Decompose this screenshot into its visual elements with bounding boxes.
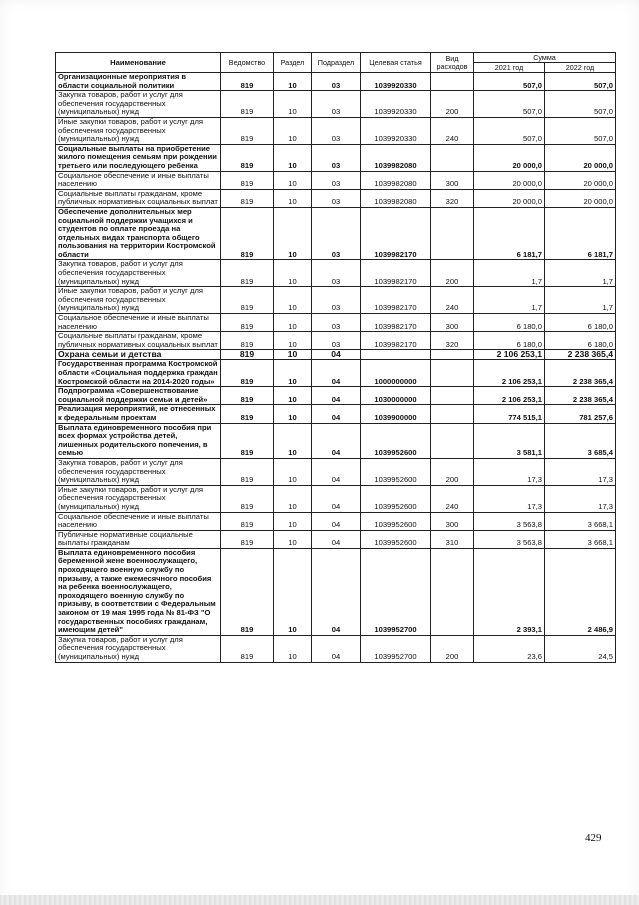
row-sum-2021: 507,0: [474, 91, 545, 118]
header-razdel: Раздел: [274, 53, 312, 73]
row-name: Социальное обеспечение и иные выплаты населению: [56, 171, 221, 189]
row-celevaya: 1039952600: [361, 458, 431, 485]
row-razdel: 10: [274, 91, 312, 118]
row-vedomstvo: 819: [221, 314, 274, 332]
row-podrazdel: 04: [312, 548, 361, 635]
table-row: [56, 635, 616, 662]
row-name: Социальные выплаты гражданам, кроме публичных нормативных социальных выплат: [56, 332, 221, 350]
row-name: Социальные выплаты на приобретение жилого помещения семьям при рождении третьего или последующего ребенка: [56, 144, 221, 171]
table-body: [56, 73, 616, 663]
row-sum-2021: 2 106 253,1: [474, 350, 545, 360]
row-sum-2021: 3 563,8: [474, 530, 545, 548]
row-vedomstvo: 819: [221, 189, 274, 207]
table-row: [56, 548, 616, 635]
header-2021: 2021 год: [474, 63, 545, 73]
row-celevaya: 1039982170: [361, 207, 431, 260]
row-sum-2022: 2 238 365,4: [545, 360, 616, 387]
row-vedomstvo: 819: [221, 171, 274, 189]
header-vid: Вид расходов: [431, 53, 474, 73]
row-sum-2022: 17,3: [545, 458, 616, 485]
table-row: [56, 189, 616, 207]
row-sum-2022: 17,3: [545, 485, 616, 512]
row-vedomstvo: 819: [221, 350, 274, 360]
row-vedomstvo: 819: [221, 387, 274, 405]
row-razdel: 10: [274, 530, 312, 548]
row-sum-2022: 3 668,1: [545, 530, 616, 548]
row-vedomstvo: 819: [221, 512, 274, 530]
row-vedomstvo: 819: [221, 458, 274, 485]
row-sum-2021: 507,0: [474, 73, 545, 91]
row-vid: 240: [431, 117, 474, 144]
row-celevaya: 1039982080: [361, 171, 431, 189]
row-name: Обеспечение дополнительных мер социальной поддержки учащихся и студентов по оплате проезда на отдельных видах транспорта общего пользования на территории Костромской области: [56, 207, 221, 260]
header-celevaya: Целевая статья: [361, 53, 431, 73]
row-podrazdel: 03: [312, 73, 361, 91]
row-sum-2021: 2 393,1: [474, 548, 545, 635]
row-sum-2021: 2 106 253,1: [474, 387, 545, 405]
row-podrazdel: 03: [312, 287, 361, 314]
row-sum-2022: 24,5: [545, 635, 616, 662]
table-row: [56, 314, 616, 332]
row-celevaya: 1039982170: [361, 332, 431, 350]
header-summa: Сумма: [474, 53, 616, 63]
row-razdel: 10: [274, 548, 312, 635]
row-vedomstvo: 819: [221, 207, 274, 260]
row-razdel: 10: [274, 405, 312, 423]
row-vid: [431, 405, 474, 423]
row-name: Социальное обеспечение и иные выплаты населению: [56, 314, 221, 332]
row-sum-2021: 20 000,0: [474, 171, 545, 189]
row-sum-2022: 507,0: [545, 73, 616, 91]
row-podrazdel: 04: [312, 360, 361, 387]
row-name: Подпрограмма «Совершенствование социальной поддержки семьи и детей»: [56, 387, 221, 405]
row-sum-2022: 1,7: [545, 287, 616, 314]
row-sum-2022: 6 180,0: [545, 332, 616, 350]
row-razdel: 10: [274, 635, 312, 662]
page-number: 429: [585, 832, 602, 844]
row-celevaya: 1039952600: [361, 530, 431, 548]
row-name: Закупка товаров, работ и услуг для обеспечения государственных (муниципальных) нужд: [56, 91, 221, 118]
row-vedomstvo: 819: [221, 485, 274, 512]
row-razdel: 10: [274, 171, 312, 189]
row-razdel: 10: [274, 512, 312, 530]
row-sum-2022: 3 685,4: [545, 423, 616, 458]
row-sum-2021: 6 180,0: [474, 314, 545, 332]
row-celevaya: 1039952600: [361, 423, 431, 458]
row-celevaya: 1039982170: [361, 314, 431, 332]
row-vedomstvo: 819: [221, 287, 274, 314]
row-razdel: 10: [274, 332, 312, 350]
table-row: [56, 207, 616, 260]
row-podrazdel: 04: [312, 350, 361, 360]
row-razdel: 10: [274, 458, 312, 485]
table-row: [56, 350, 616, 360]
row-vid: [431, 144, 474, 171]
row-razdel: 10: [274, 350, 312, 360]
row-sum-2021: 3 563,8: [474, 512, 545, 530]
row-name: Государственная программа Костромской области «Социальная поддержка граждан Костромской области на 2014-2020 годы»: [56, 360, 221, 387]
row-sum-2022: 507,0: [545, 91, 616, 118]
row-celevaya: 1039952600: [361, 485, 431, 512]
row-sum-2022: 20 000,0: [545, 189, 616, 207]
row-vid: 200: [431, 635, 474, 662]
row-podrazdel: 04: [312, 458, 361, 485]
row-podrazdel: 04: [312, 512, 361, 530]
row-vid: 200: [431, 458, 474, 485]
row-razdel: 10: [274, 189, 312, 207]
row-vedomstvo: 819: [221, 405, 274, 423]
header-2022: 2022 год: [545, 63, 616, 73]
row-name: Организационные мероприятия в области социальной политики: [56, 73, 221, 91]
row-razdel: 10: [274, 207, 312, 260]
row-razdel: 10: [274, 287, 312, 314]
row-vid: 320: [431, 189, 474, 207]
row-vid: [431, 387, 474, 405]
table-row: [56, 91, 616, 118]
table-row: [56, 260, 616, 287]
row-podrazdel: 04: [312, 635, 361, 662]
row-sum-2021: 507,0: [474, 117, 545, 144]
row-sum-2021: 17,3: [474, 458, 545, 485]
row-sum-2022: 20 000,0: [545, 171, 616, 189]
row-sum-2021: 23,6: [474, 635, 545, 662]
row-vedomstvo: 819: [221, 91, 274, 118]
row-celevaya: [361, 350, 431, 360]
row-podrazdel: 03: [312, 91, 361, 118]
table-row: [56, 332, 616, 350]
row-podrazdel: 03: [312, 171, 361, 189]
row-celevaya: 1000000000: [361, 360, 431, 387]
row-sum-2022: 6 180,0: [545, 314, 616, 332]
row-razdel: 10: [274, 73, 312, 91]
row-podrazdel: 04: [312, 405, 361, 423]
row-name: Выплата единовременного пособия беременной жене военнослужащего, проходящего военную службу по призыву, а также ежемесячного пособия на ребенка военнослужащего, проходящего военную службу по призыву, в соответствии с Федеральным законом от 19 мая 1995 года № 81-ФЗ "О государственных пособиях гражданам, имеющим детей": [56, 548, 221, 635]
row-celevaya: 1039982080: [361, 189, 431, 207]
row-razdel: 10: [274, 387, 312, 405]
row-sum-2022: 6 181,7: [545, 207, 616, 260]
row-celevaya: 1039900000: [361, 405, 431, 423]
row-sum-2022: 781 257,6: [545, 405, 616, 423]
table-row: [56, 423, 616, 458]
row-vid: 300: [431, 171, 474, 189]
table-row: [56, 405, 616, 423]
header-name: Наименование: [56, 53, 221, 73]
row-celevaya: 1039952700: [361, 635, 431, 662]
row-vid: 300: [431, 512, 474, 530]
row-sum-2021: 6 180,0: [474, 332, 545, 350]
row-celevaya: 1039952700: [361, 548, 431, 635]
row-razdel: 10: [274, 360, 312, 387]
row-sum-2022: 2 486,9: [545, 548, 616, 635]
table-row: [56, 360, 616, 387]
row-podrazdel: 03: [312, 314, 361, 332]
row-vedomstvo: 819: [221, 260, 274, 287]
row-vid: 200: [431, 260, 474, 287]
header-vedomstvo: Ведомство: [221, 53, 274, 73]
row-name: Социальные выплаты гражданам, кроме публичных нормативных социальных выплат: [56, 189, 221, 207]
table-row: [56, 512, 616, 530]
row-razdel: 10: [274, 485, 312, 512]
row-vid: 240: [431, 287, 474, 314]
row-name: Иные закупки товаров, работ и услуг для обеспечения государственных (муниципальных) нужд: [56, 287, 221, 314]
row-vid: [431, 350, 474, 360]
table-row: [56, 117, 616, 144]
row-razdel: 10: [274, 144, 312, 171]
row-razdel: 10: [274, 260, 312, 287]
header-podrazdel: Подраздел: [312, 53, 361, 73]
row-vid: [431, 207, 474, 260]
row-podrazdel: 03: [312, 189, 361, 207]
row-vedomstvo: 819: [221, 635, 274, 662]
row-vid: 300: [431, 314, 474, 332]
table-row: [56, 485, 616, 512]
row-vid: 240: [431, 485, 474, 512]
row-vid: [431, 73, 474, 91]
row-sum-2022: 2 238 365,4: [545, 350, 616, 360]
row-podrazdel: 04: [312, 485, 361, 512]
row-celevaya: 1039920330: [361, 73, 431, 91]
row-razdel: 10: [274, 314, 312, 332]
row-celevaya: 1039952600: [361, 512, 431, 530]
row-sum-2021: 1,7: [474, 260, 545, 287]
row-name: Выплата единовременного пособия при всех формах устройства детей, лишенных родительского попечения, в семью: [56, 423, 221, 458]
row-sum-2021: 774 515,1: [474, 405, 545, 423]
row-name: Закупка товаров, работ и услуг для обеспечения государственных (муниципальных) нужд: [56, 635, 221, 662]
row-name: Иные закупки товаров, работ и услуг для обеспечения государственных (муниципальных) нужд: [56, 485, 221, 512]
row-vid: [431, 423, 474, 458]
row-name: Публичные нормативные социальные выплаты гражданам: [56, 530, 221, 548]
row-celevaya: 1030000000: [361, 387, 431, 405]
row-podrazdel: 04: [312, 387, 361, 405]
row-vedomstvo: 819: [221, 548, 274, 635]
row-podrazdel: 03: [312, 260, 361, 287]
row-sum-2021: 20 000,0: [474, 189, 545, 207]
table-row: [56, 387, 616, 405]
row-sum-2021: 6 181,7: [474, 207, 545, 260]
row-vedomstvo: 819: [221, 73, 274, 91]
row-vedomstvo: 819: [221, 332, 274, 350]
table-row: [56, 530, 616, 548]
row-name: Закупка товаров, работ и услуг для обеспечения государственных (муниципальных) нужд: [56, 458, 221, 485]
row-sum-2022: 3 668,1: [545, 512, 616, 530]
row-sum-2021: 3 581,1: [474, 423, 545, 458]
row-vedomstvo: 819: [221, 360, 274, 387]
row-celevaya: 1039982170: [361, 260, 431, 287]
row-sum-2021: 20 000,0: [474, 144, 545, 171]
table-row: [56, 458, 616, 485]
row-celevaya: 1039982170: [361, 287, 431, 314]
row-podrazdel: 04: [312, 423, 361, 458]
row-podrazdel: 03: [312, 332, 361, 350]
row-vid: 200: [431, 91, 474, 118]
row-celevaya: 1039982080: [361, 144, 431, 171]
budget-table: [55, 52, 616, 663]
row-celevaya: 1039920330: [361, 91, 431, 118]
table-header: [56, 53, 616, 73]
row-podrazdel: 04: [312, 530, 361, 548]
row-celevaya: 1039920330: [361, 117, 431, 144]
page-edge-strip: [0, 895, 639, 905]
row-sum-2022: 1,7: [545, 260, 616, 287]
row-vedomstvo: 819: [221, 423, 274, 458]
row-vid: [431, 548, 474, 635]
row-vid: 320: [431, 332, 474, 350]
row-podrazdel: 03: [312, 144, 361, 171]
row-name: Социальное обеспечение и иные выплаты населению: [56, 512, 221, 530]
table-row: [56, 171, 616, 189]
row-vedomstvo: 819: [221, 117, 274, 144]
row-vedomstvo: 819: [221, 144, 274, 171]
row-podrazdel: 03: [312, 207, 361, 260]
row-vid: 310: [431, 530, 474, 548]
row-sum-2022: 20 000,0: [545, 144, 616, 171]
row-name: Охрана семьи и детства: [56, 350, 221, 360]
row-podrazdel: 03: [312, 117, 361, 144]
row-vedomstvo: 819: [221, 530, 274, 548]
row-name: Иные закупки товаров, работ и услуг для обеспечения государственных (муниципальных) нужд: [56, 117, 221, 144]
table-row: [56, 73, 616, 91]
row-razdel: 10: [274, 117, 312, 144]
table-row: [56, 287, 616, 314]
row-sum-2021: 2 106 253,1: [474, 360, 545, 387]
row-name: Закупка товаров, работ и услуг для обеспечения государственных (муниципальных) нужд: [56, 260, 221, 287]
row-razdel: 10: [274, 423, 312, 458]
row-vid: [431, 360, 474, 387]
row-name: Реализация мероприятий, не отнесенных к федеральным проектам: [56, 405, 221, 423]
row-sum-2022: 2 238 365,4: [545, 387, 616, 405]
row-sum-2021: 1,7: [474, 287, 545, 314]
row-sum-2022: 507,0: [545, 117, 616, 144]
row-sum-2021: 17,3: [474, 485, 545, 512]
table-row: [56, 144, 616, 171]
